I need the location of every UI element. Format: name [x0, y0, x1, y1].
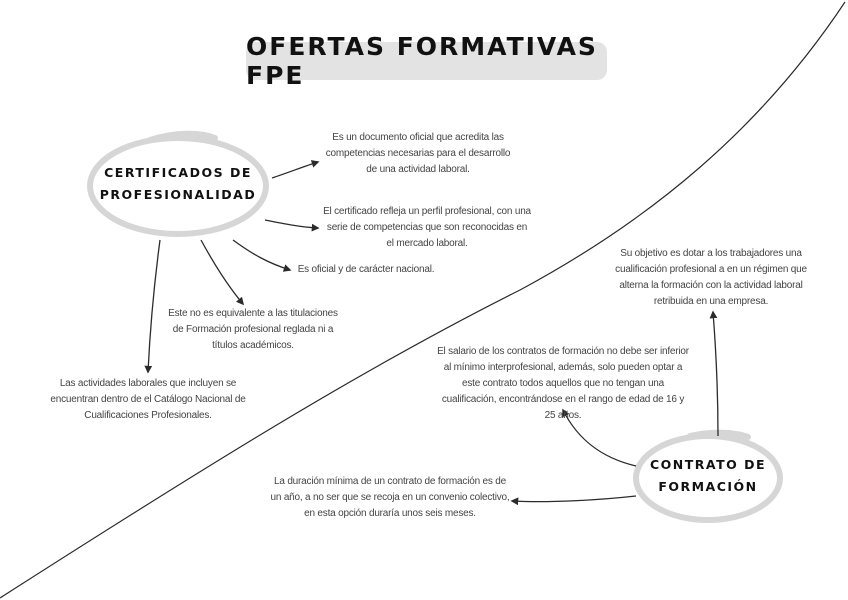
node-contrato-line1: CONTRATO DE	[649, 457, 767, 472]
node-contrato	[648, 454, 768, 498]
arrow-cert-no-equivalente	[201, 240, 243, 304]
node-certificados-line1: CERTIFICADOS DE	[104, 165, 252, 180]
note-contrato-salario: El salario de los contratos de formación no debe ser inferior al mínimo interprofesional, además, solo pueden optar a este contrato todos aquellos que no tengan una cualificación, encontrándose en el rango de edad de 16 y 25 años.	[437, 346, 689, 421]
page-title: OFERTAS FORMATIVAS FPE	[246, 32, 598, 90]
title-box	[246, 32, 607, 90]
note-contrato-objetivo: Su objetivo es dotar a los trabajadores una cualificación profesional a en un régimen que alterna la formación con la actividad laboral retribuida en una empresa.	[615, 248, 807, 307]
arrow-cert-perfil	[265, 220, 318, 228]
arrow-contrato-duracion	[512, 496, 636, 502]
node-contrato-line2: FORMACIÓN	[658, 479, 758, 494]
note-cert-no-equivalente: Este no es equivalente a las titulaciones de Formación profesional reglada ni a títulos académicos.	[168, 308, 338, 351]
arrow-contrato-objetivo	[713, 312, 718, 436]
note-cert-catalogo: Las actividades laborales que incluyen se encuentran dentro de el Catálogo Nacional de Cualificaciones Profesionales.	[50, 378, 246, 421]
arrow-cert-documento	[272, 162, 318, 178]
node-certificados-line2: PROFESIONALIDAD	[99, 187, 257, 202]
arrow-cert-catalogo	[148, 240, 160, 372]
arrow-cert-nacional	[233, 240, 290, 270]
note-cert-perfil: El certificado refleja un perfil profesional, con una serie de competencias que son reconocidas en el mercado laboral.	[323, 206, 531, 249]
note-cert-nacional: Es oficial y de carácter nacional.	[297, 264, 435, 275]
note-contrato-duracion: La duración mínima de un contrato de formación es de un año, a no ser que se recoja en un convenio colectivo, en esta opción duraría unos seis meses.	[270, 476, 510, 519]
note-cert-documento: Es un documento oficial que acredita las competencias necesarias para el desarrollo de una actividad laboral.	[325, 132, 511, 175]
node-certificados	[96, 162, 260, 206]
